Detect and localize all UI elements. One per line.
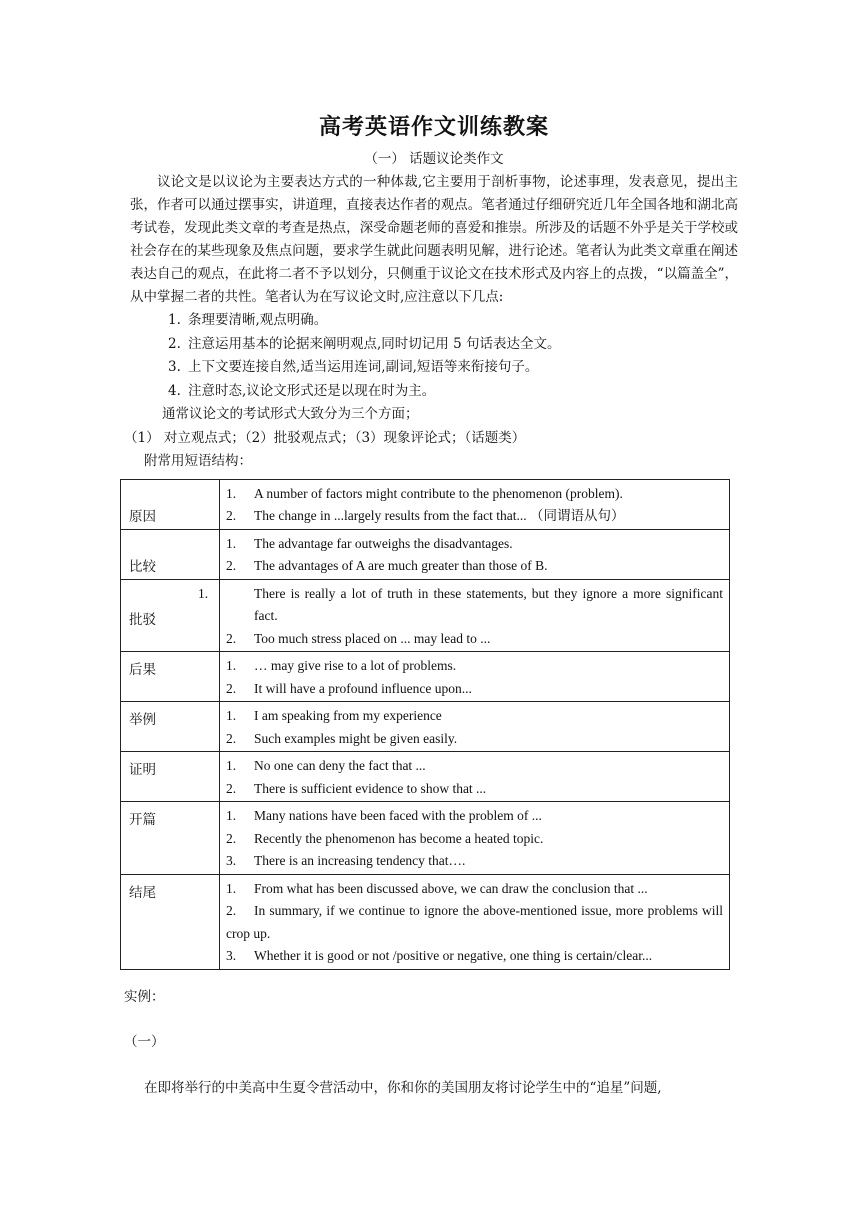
table-cell-category: 结尾 — [121, 874, 220, 969]
table-row — [121, 752, 730, 802]
example-paragraph: 在即将举行的中美高中生夏令营活动中，你和你的美国朋友将讨论学生中的“追星”问题, — [144, 1079, 662, 1096]
table-row — [121, 874, 730, 969]
phrases-intro: 附常用短语结构： — [144, 453, 252, 469]
list-item: 2. 注意运用基本的论据来阐明观点,同时切记用 5 句话表达全文。 — [168, 335, 561, 352]
document-page — [124, 110, 738, 1100]
table-cell-category: 举例 — [121, 702, 220, 752]
phrase-table — [120, 479, 730, 970]
example-number: （一） — [124, 1034, 165, 1050]
phrase-item: 1. The advantage far outweighs the disadvantages. — [226, 535, 513, 551]
phrase-item: 2. Such examples might be given easily. — [226, 730, 458, 746]
phrase-item: 1. A number of factors might contribute to the phenomenon (problem). — [226, 485, 623, 501]
phrase-item: 1. I am speaking from my experience — [226, 708, 442, 723]
forms-intro: 通常议论文的考试形式大致分为三个方面； — [162, 406, 419, 422]
table-row — [121, 479, 730, 529]
phrase-item: 2. The change in ...largely results from the fact that... （同谓语从句） — [226, 508, 625, 523]
phrase-item: 2. There is sufficient evidence to show that ... — [226, 780, 487, 796]
points-list — [130, 309, 738, 403]
phrase-item: 2. It will have a profound influence upon... — [226, 680, 472, 696]
phrase-item: 1. There is really a lot of truth in these statements, but they ignore a more significant fact. — [198, 585, 723, 623]
phrase-item: 1. From what has been discussed above, we can draw the conclusion that ... — [226, 880, 648, 896]
phrase-item: 1. Many nations have been faced with the problem of ... — [226, 808, 542, 823]
phrase-item: 3. There is an increasing tendency that…. — [226, 853, 466, 868]
intro-paragraph: 议论文是以议论为主要表达方式的一种体裁,它主要用于剖析事物，论述事理，发表意见，提出主张，作者可以通过摆事实，讲道理，直接表达作者的观点。笔者通过仔细研究近几年全国各地和湖北高考试卷，发现此类文章的考查是热点，深受命题老师的喜爱和推崇。所涉及的话题不外乎是关于学校或社会存在的某些现象及焦点问题，要求学生就此问题表明见解，进行论述。笔者认为此类文章重在阐述表达自己的观点，在此将二者不予以划分，只侧重于议论文在技术形式及内容上的点拨，“以篇盖全”，从中掌握二者的共性。笔者认为在写议论文时,应注意以下几点: — [130, 174, 738, 305]
table-cell-category: 原因 — [121, 479, 220, 529]
phrase-item: 2. Recently the phenomenon has become a heated topic. — [226, 830, 544, 846]
table-cell-category: 证明 — [121, 752, 220, 802]
phrase-item: 2. Too much stress placed on ... may lead to ... — [226, 630, 491, 646]
list-item: 4. 注意时态,议论文形式还是以现在时为主。 — [168, 382, 436, 399]
phrase-item: 3. Whether it is good or not /positive or negative, one thing is certain/clear... — [226, 948, 653, 963]
table-cell-category: 后果 — [121, 652, 220, 702]
phrase-item: 2. In summary, if we continue to ignore the above-mentioned issue, more problems will crop up. — [226, 903, 723, 941]
list-item: 1. 条理要清晰,观点明确。 — [168, 312, 328, 328]
page-title: 高考英语作文训练教案 — [318, 114, 549, 140]
table-cell-category: 开篇 — [121, 802, 220, 875]
example-label: 实例： — [124, 988, 165, 1005]
list-item: 3. 上下文要连接自然,适当运用连词,副词,短语等来衔接句子。 — [168, 359, 539, 375]
phrase-item: 2. The advantages of A are much greater than those of B. — [226, 558, 548, 573]
table-row — [121, 802, 730, 875]
table-row — [121, 702, 730, 752]
forms-line: （1） 对立观点式；（2）批驳观点式；（3）现象评论式；（话题类） — [124, 429, 526, 446]
table-row — [121, 529, 730, 579]
table-cell-category: 比较 — [121, 529, 220, 579]
section-subtitle: （一） 话题议论类作文 — [364, 151, 504, 167]
table-row — [121, 652, 730, 702]
table-cell-category: 批驳 — [121, 579, 220, 652]
table-row — [121, 579, 730, 652]
phrase-item: 1. … may give rise to a lot of problems. — [226, 658, 457, 673]
phrase-item: 1. No one can deny the fact that ... — [226, 758, 426, 773]
